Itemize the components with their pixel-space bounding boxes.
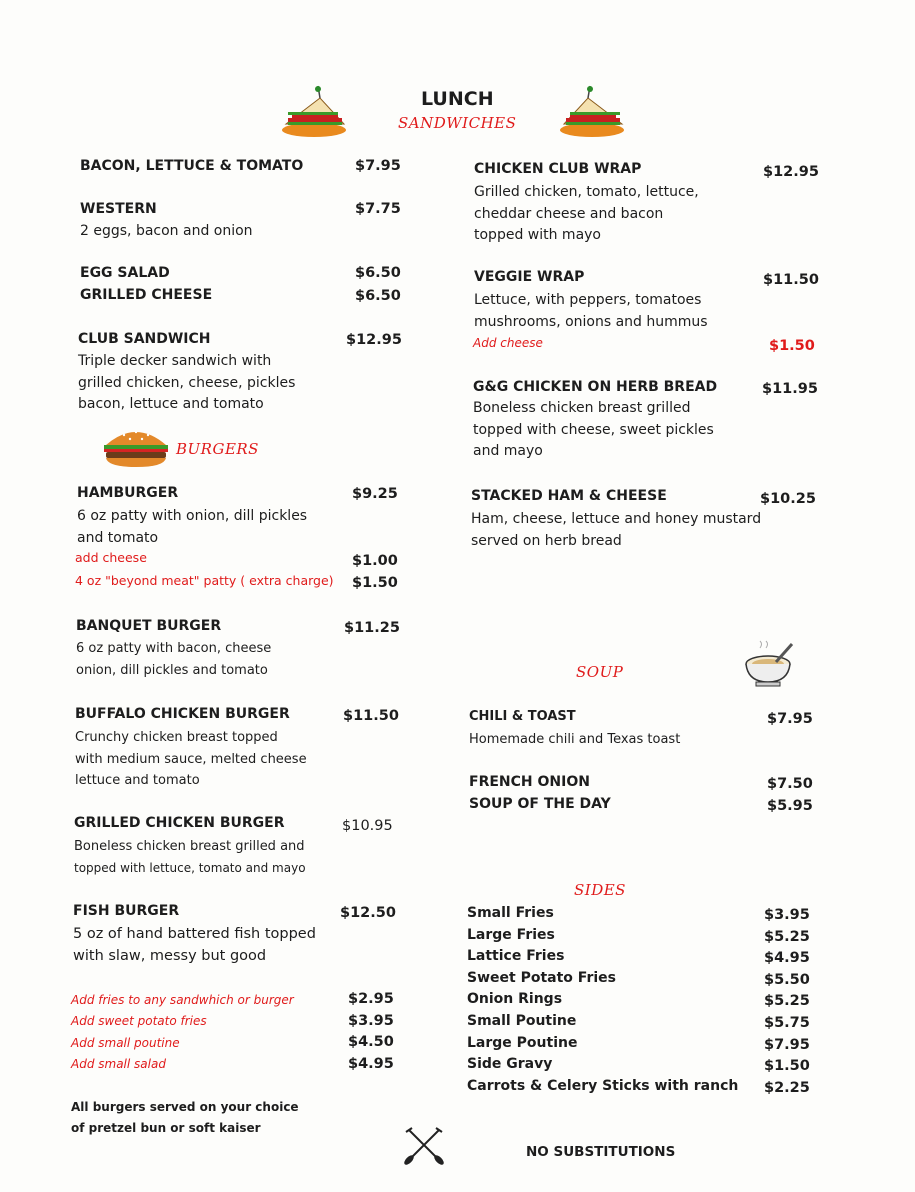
item-price: $11.25	[344, 620, 400, 636]
side-name: Carrots & Celery Sticks with ranch	[467, 1077, 739, 1094]
item-price: $7.50	[767, 776, 813, 792]
addon-label: Add small poutine	[71, 1035, 180, 1050]
item-price: $1.50	[352, 575, 398, 591]
item-price: $11.50	[343, 708, 399, 724]
item-price: $7.75	[355, 201, 401, 217]
sandwich-icon-right	[556, 84, 628, 140]
item-desc: 5 oz of hand battered fish topped with slaw, messy but good	[73, 926, 316, 964]
side-price: $5.50	[764, 971, 810, 988]
item-name: G&G CHICKEN ON HERB BREAD	[473, 379, 718, 395]
item-name: VEGGIE WRAP	[474, 269, 585, 285]
item-addon: Add cheese	[473, 336, 543, 350]
item-desc: Grilled chicken, tomato, lettuce, cheddar cheese and bacon topped with mayo	[474, 184, 699, 243]
soup-bowl-icon	[742, 640, 800, 690]
item-desc: 6 oz patty with bacon, cheese onion, dill pickles and tomato	[76, 641, 272, 678]
addon-price: $3.95	[348, 1012, 394, 1029]
burger-icon	[100, 423, 172, 469]
side-name: Small Poutine	[467, 1012, 577, 1029]
addon-price: $2.95	[348, 991, 394, 1007]
item-price: $7.95	[355, 158, 401, 174]
addon-label: Add fries to any sandwhich or burger	[71, 993, 294, 1007]
item-desc: Crunchy chicken breast topped with medium sauce, melted cheese lettuce and tomato	[75, 730, 307, 788]
side-name: Small Fries	[467, 905, 554, 921]
item-price: $12.50	[340, 905, 396, 921]
section-title-burgers: BURGERS	[176, 440, 259, 458]
addon-label: Add sweet potato fries	[71, 1014, 207, 1029]
item-name: BUFFALO CHICKEN BURGER	[75, 706, 290, 722]
item-desc: 2 eggs, bacon and onion	[80, 223, 253, 239]
side-price: $7.95	[764, 1036, 810, 1053]
item-desc: Homemade chili and Texas toast	[469, 732, 681, 747]
sides-prices	[764, 905, 810, 1099]
item-name: STACKED HAM & CHEESE	[471, 488, 667, 504]
side-price: $3.95	[764, 907, 810, 923]
item-price: $7.95	[767, 711, 813, 727]
no-substitutions-note: NO SUBSTITUTIONS	[526, 1144, 676, 1160]
item-desc: 6 oz patty with onion, dill pickles and tomato	[77, 508, 308, 546]
side-price: $1.50	[764, 1058, 810, 1075]
item-name: WESTERN	[80, 201, 157, 217]
section-title-sandwiches: SANDWICHES	[398, 114, 517, 132]
burger-bun-note: All burgers served on your choice of pretzel bun or soft kaiser	[71, 1100, 299, 1135]
side-name: Large Fries	[467, 926, 555, 943]
addon-price: $4.50	[348, 1034, 394, 1051]
crossed-paddles-icon	[403, 1124, 445, 1166]
item-price: $12.95	[346, 332, 402, 348]
sides-list	[467, 903, 738, 1097]
item-desc: Ham, cheese, lettuce and honey mustard served on herb bread	[471, 511, 762, 549]
item-name: GRILLED CHEESE	[80, 287, 213, 303]
item-desc: Boneless chicken breast grilled topped with cheese, sweet pickles and mayo	[473, 400, 714, 459]
side-name: Onion Rings	[467, 991, 563, 1008]
item-price: $6.50	[355, 265, 401, 281]
item-name: FRENCH ONION	[469, 774, 590, 790]
side-price: $5.75	[764, 1014, 810, 1031]
section-title-soup: SOUP	[576, 663, 624, 681]
item-addon: 4 oz "beyond meat" patty ( extra charge)	[75, 573, 334, 588]
addon-prices	[348, 989, 394, 1075]
item-price: $1.00	[352, 553, 398, 569]
item-price: $6.50	[355, 288, 401, 304]
item-name: CHILI & TOAST	[469, 709, 576, 724]
page-title: LUNCH	[421, 88, 494, 110]
sandwich-icon-left	[280, 84, 352, 140]
item-price: $10.25	[760, 491, 816, 507]
section-title-sides: SIDES	[574, 881, 626, 899]
side-name: Large Poutine	[467, 1034, 578, 1051]
item-name: CLUB SANDWICH	[78, 331, 211, 347]
side-price: $4.95	[764, 950, 810, 967]
side-name: Lattice Fries	[467, 948, 565, 965]
item-name: FISH BURGER	[73, 903, 180, 919]
item-price: $11.95	[762, 381, 818, 397]
item-price: $10.95	[342, 818, 393, 834]
item-name: BANQUET BURGER	[76, 618, 222, 634]
side-price: $2.25	[764, 1079, 810, 1096]
item-price: $9.25	[352, 486, 398, 502]
item-name: SOUP OF THE DAY	[469, 796, 611, 812]
item-price: $5.95	[767, 798, 813, 814]
item-desc: Lettuce, with peppers, tomatoes mushrooms, onions and hummus	[474, 292, 708, 330]
side-price: $5.25	[764, 928, 810, 945]
item-desc: Boneless chicken breast grilled and topped with lettuce, tomato and mayo	[74, 839, 306, 875]
item-name: EGG SALAD	[80, 265, 170, 281]
addon-label: Add small salad	[71, 1056, 166, 1071]
item-price: $1.50	[769, 338, 815, 354]
side-name: Side Gravy	[467, 1056, 553, 1073]
side-name: Sweet Potato Fries	[467, 969, 616, 986]
addon-price: $4.95	[348, 1055, 394, 1072]
item-addon: add cheese	[75, 550, 147, 565]
addon-list	[71, 990, 294, 1075]
item-name: GRILLED CHICKEN BURGER	[74, 815, 285, 831]
item-name: BACON, LETTUCE & TOMATO	[80, 158, 304, 174]
item-name: HAMBURGER	[77, 485, 179, 501]
side-price: $5.25	[764, 993, 810, 1010]
item-price: $12.95	[763, 164, 819, 180]
item-desc: Triple decker sandwich with grilled chicken, cheese, pickles bacon, lettuce and tomato	[78, 353, 296, 412]
item-price: $11.50	[763, 272, 819, 288]
item-name: CHICKEN CLUB WRAP	[474, 161, 642, 177]
